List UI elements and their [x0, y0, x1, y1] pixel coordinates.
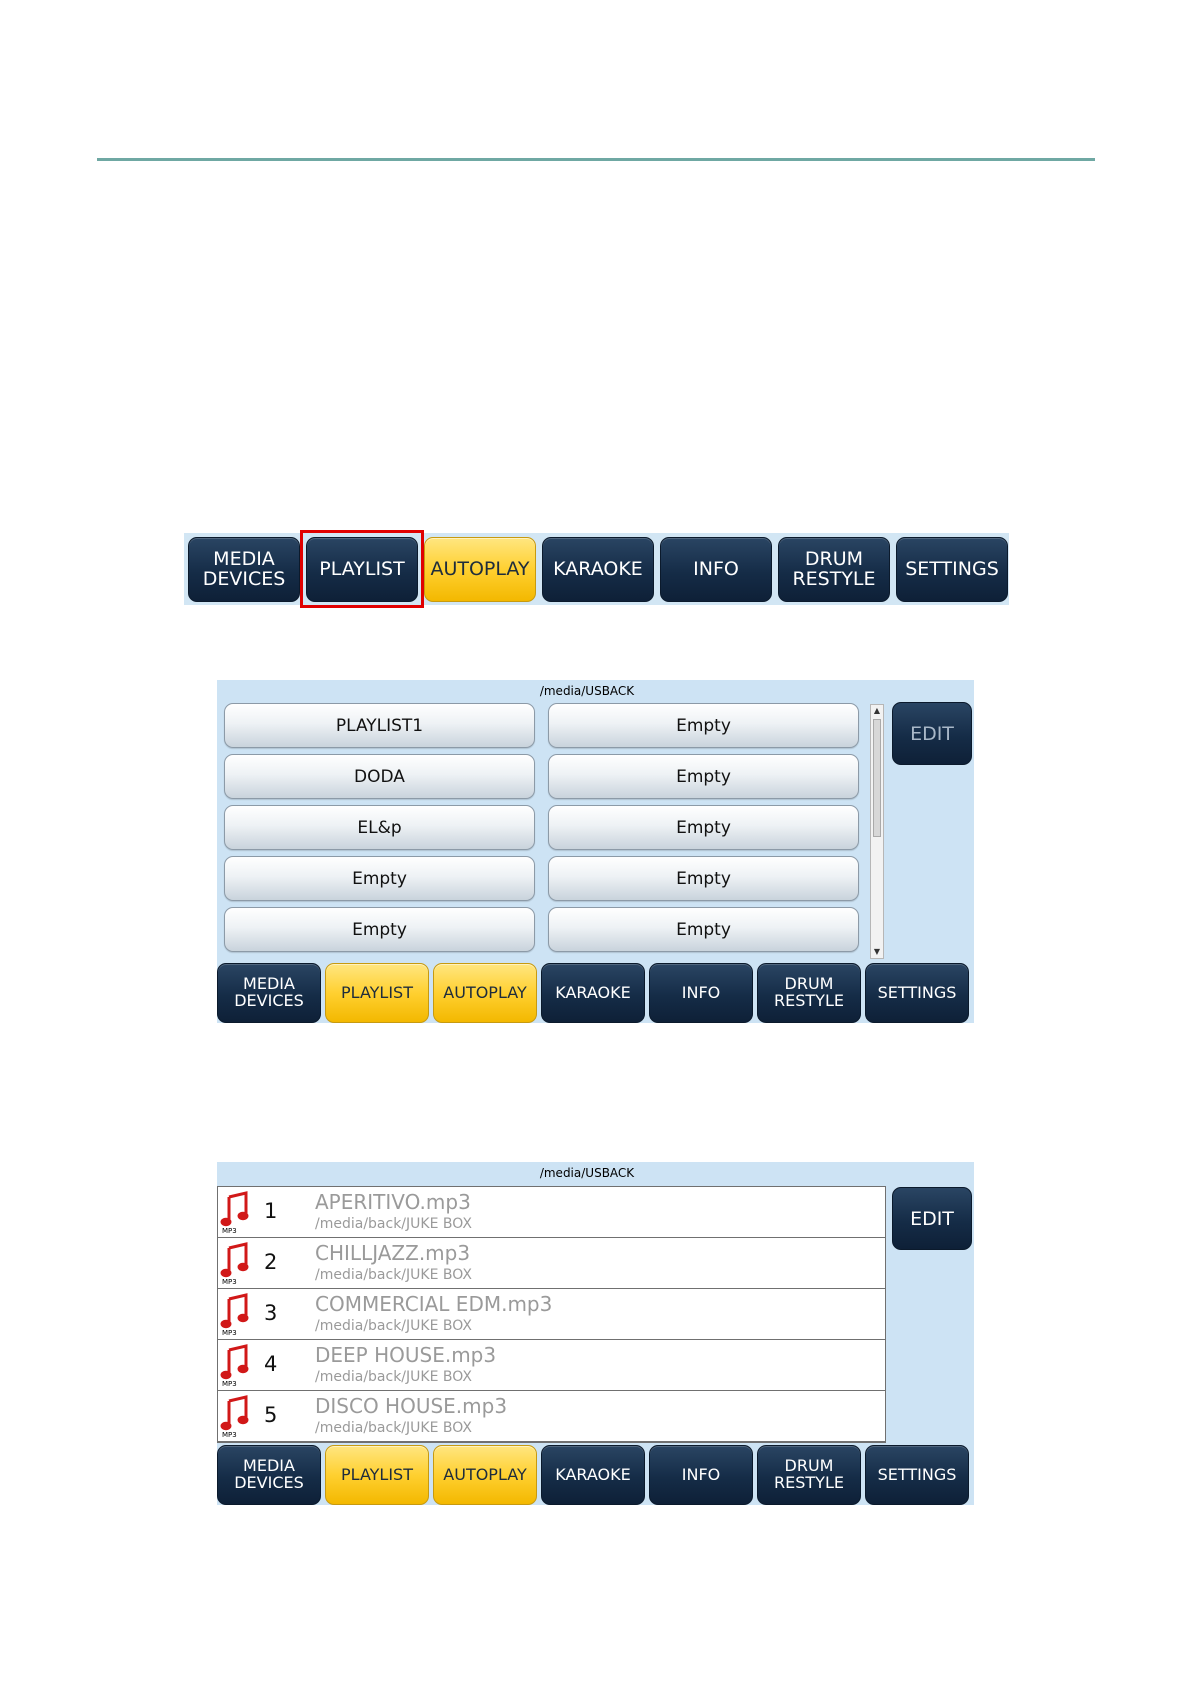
tab-settings[interactable]: SETTINGS — [865, 963, 969, 1023]
song-path: /media/back/JUKE BOX — [315, 1318, 472, 1334]
scroll-up-arrow-icon[interactable]: ▲ — [873, 706, 881, 715]
music-note-icon — [220, 1395, 250, 1439]
playlist-slot-button[interactable]: Empty — [224, 907, 535, 952]
song-title: DEEP HOUSE.mp3 — [315, 1343, 497, 1367]
song-number: 4 — [264, 1352, 278, 1376]
playlist-slot-button[interactable]: DODA — [224, 754, 535, 799]
song-number: 3 — [264, 1301, 278, 1325]
tab-drum[interactable]: DRUM RESTYLE — [778, 537, 890, 602]
scroll-down-arrow-icon[interactable]: ▼ — [873, 947, 881, 956]
mp3-badge: MP3 — [222, 1431, 237, 1439]
song-row[interactable] — [218, 1187, 885, 1238]
tab-autoplay[interactable]: AUTOPLAY — [433, 963, 537, 1023]
song-number: 2 — [264, 1250, 278, 1274]
playlist-songs-screen — [217, 1162, 974, 1505]
playlist-slot-button[interactable]: EL&p — [224, 805, 535, 850]
playlist-scrollbar[interactable] — [870, 704, 884, 959]
tab-media[interactable]: MEDIA DEVICES — [217, 1445, 321, 1505]
tab-info[interactable]: INFO — [660, 537, 772, 602]
playlist-screen — [217, 680, 974, 1023]
song-row[interactable] — [218, 1391, 885, 1442]
path-label: /media/USBACK — [539, 684, 635, 698]
tab-drum[interactable]: DRUM RESTYLE — [757, 1445, 861, 1505]
tab-bar-main — [184, 533, 1009, 605]
tab-karaoke[interactable]: KARAOKE — [541, 1445, 645, 1505]
music-note-icon — [220, 1293, 250, 1337]
tab-settings[interactable]: SETTINGS — [896, 537, 1008, 602]
tab-playlist[interactable]: PLAYLIST — [306, 537, 418, 602]
music-note-icon — [220, 1242, 250, 1286]
music-note-icon — [220, 1191, 250, 1235]
playlist-slot-button[interactable]: Empty — [548, 856, 859, 901]
song-title: APERITIVO.mp3 — [315, 1190, 471, 1214]
song-title: CHILLJAZZ.mp3 — [315, 1241, 471, 1265]
song-number: 5 — [264, 1403, 278, 1427]
song-path: /media/back/JUKE BOX — [315, 1216, 472, 1232]
tab-playlist[interactable]: PLAYLIST — [325, 963, 429, 1023]
mp3-badge: MP3 — [222, 1380, 237, 1388]
playlist-slot-button[interactable]: PLAYLIST1 — [224, 703, 535, 748]
tab-autoplay[interactable]: AUTOPLAY — [424, 537, 536, 602]
song-title: DISCO HOUSE.mp3 — [315, 1394, 508, 1418]
song-title: COMMERCIAL EDM.mp3 — [315, 1292, 553, 1316]
song-number: 1 — [264, 1199, 278, 1223]
tab-karaoke[interactable]: KARAOKE — [541, 963, 645, 1023]
playlist-slot-button[interactable]: Empty — [224, 856, 535, 901]
mp3-badge: MP3 — [222, 1278, 237, 1286]
music-note-icon — [220, 1344, 250, 1388]
tab-settings[interactable]: SETTINGS — [865, 1445, 969, 1505]
tab-media[interactable]: MEDIA DEVICES — [217, 963, 321, 1023]
mp3-badge: MP3 — [222, 1329, 237, 1337]
tab-karaoke[interactable]: KARAOKE — [542, 537, 654, 602]
header-rule — [97, 158, 1095, 161]
tab-info[interactable]: INFO — [649, 963, 753, 1023]
playlist-slot-button[interactable]: Empty — [548, 805, 859, 850]
playlist-slot-button[interactable]: Empty — [548, 907, 859, 952]
song-row[interactable] — [218, 1289, 885, 1340]
edit-button[interactable]: EDIT — [892, 702, 972, 765]
playlist-slot-button[interactable]: Empty — [548, 754, 859, 799]
playlist-slot-button[interactable]: Empty — [548, 703, 859, 748]
song-row[interactable] — [218, 1340, 885, 1391]
mp3-badge: MP3 — [222, 1227, 237, 1235]
tab-media[interactable]: MEDIA DEVICES — [188, 537, 300, 602]
edit-button[interactable]: EDIT — [892, 1187, 972, 1250]
song-list — [217, 1186, 886, 1443]
tab-playlist[interactable]: PLAYLIST — [325, 1445, 429, 1505]
tab-autoplay[interactable]: AUTOPLAY — [433, 1445, 537, 1505]
song-path: /media/back/JUKE BOX — [315, 1420, 472, 1436]
song-path: /media/back/JUKE BOX — [315, 1267, 472, 1283]
song-row[interactable] — [218, 1238, 885, 1289]
tab-info[interactable]: INFO — [649, 1445, 753, 1505]
path-label: /media/USBACK — [539, 1166, 635, 1180]
song-path: /media/back/JUKE BOX — [315, 1369, 472, 1385]
scroll-thumb[interactable] — [873, 719, 881, 837]
tab-drum[interactable]: DRUM RESTYLE — [757, 963, 861, 1023]
